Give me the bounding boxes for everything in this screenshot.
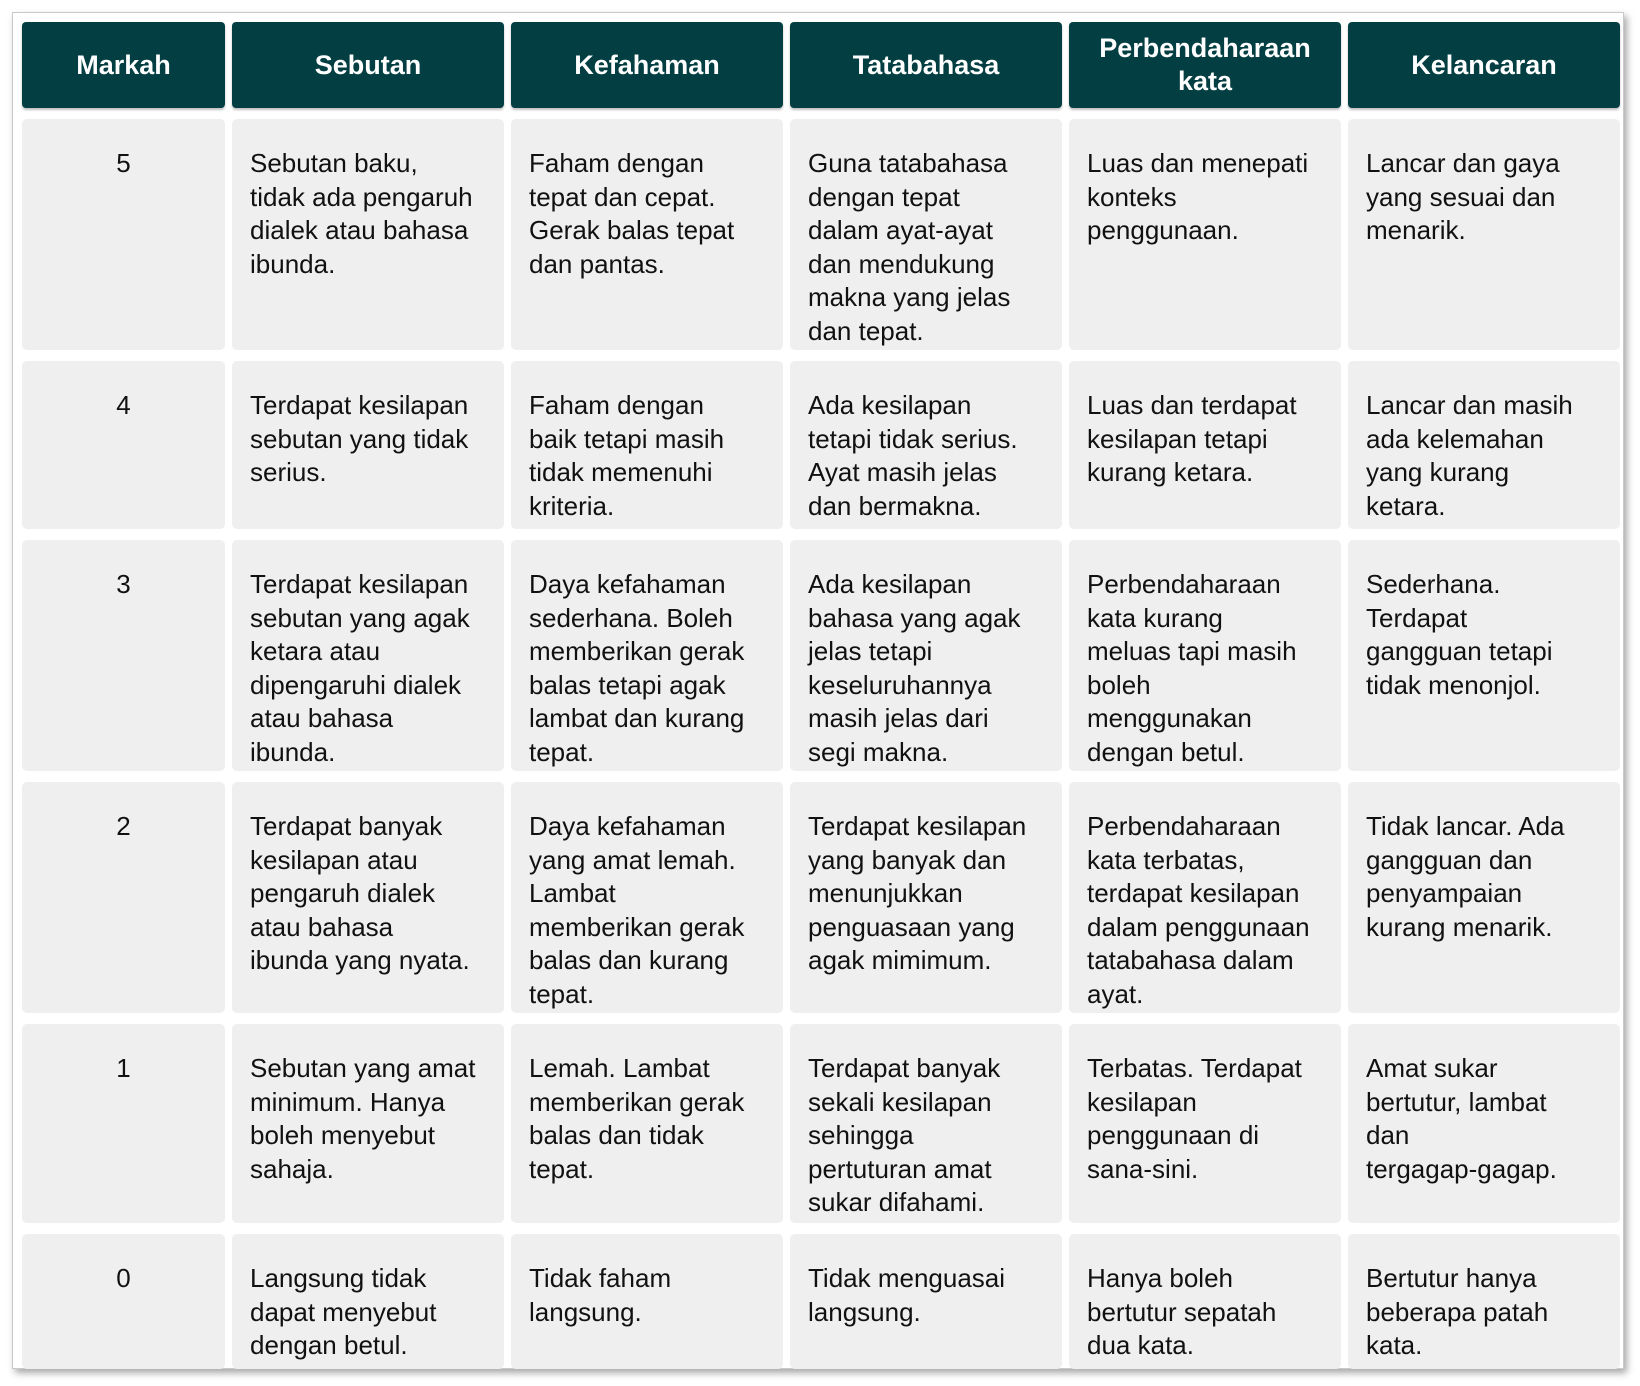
table-cell-perbendaharaan: Terbatas. Terdapat kesilapan penggunaan di sana-sini. bbox=[1069, 1024, 1341, 1223]
table-cell-perbendaharaan: Perbendaharaan kata kurang meluas tapi masih boleh menggunakan dengan betul. bbox=[1069, 540, 1341, 771]
table-cell-kelancaran: Lancar dan masih ada kelemahan yang kurang ketara. bbox=[1348, 361, 1620, 529]
table-cell-markah: 1 bbox=[22, 1024, 225, 1223]
table-cell-perbendaharaan: Luas dan menepati konteks penggunaan. bbox=[1069, 119, 1341, 350]
table-cell-sebutan: Sebutan baku, tidak ada pengaruh dialek atau bahasa ibunda. bbox=[232, 119, 504, 350]
header-sebutan: Sebutan bbox=[232, 22, 504, 108]
table-cell-kelancaran: Sederhana. Terdapat gangguan tetapi tidak menonjol. bbox=[1348, 540, 1620, 771]
table-cell-kefahaman: Faham dengan baik tetapi masih tidak memenuhi kriteria. bbox=[511, 361, 783, 529]
table-cell-markah: 0 bbox=[22, 1234, 225, 1369]
table-cell-kefahaman: Daya kefahaman sederhana. Boleh memberikan gerak balas tetapi agak lambat dan kurang tepat. bbox=[511, 540, 783, 771]
table-cell-markah: 2 bbox=[22, 782, 225, 1013]
table-cell-tatabahasa: Guna tatabahasa dengan tepat dalam ayat-ayat dan mendukung makna yang jelas dan tepat. bbox=[790, 119, 1062, 350]
header-markah: Markah bbox=[22, 22, 225, 108]
table-cell-tatabahasa: Terdapat banyak sekali kesilapan sehingga pertuturan amat sukar difahami. bbox=[790, 1024, 1062, 1223]
table-cell-kefahaman: Daya kefahaman yang amat lemah. Lambat memberikan gerak balas dan kurang tepat. bbox=[511, 782, 783, 1013]
table-cell-sebutan: Terdapat kesilapan sebutan yang tidak serius. bbox=[232, 361, 504, 529]
table-cell-tatabahasa: Ada kesilapan bahasa yang agak jelas tetapi keseluruhannya masih jelas dari segi makna. bbox=[790, 540, 1062, 771]
table-cell-markah: 5 bbox=[22, 119, 225, 350]
table-cell-kelancaran: Lancar dan gaya yang sesuai dan menarik. bbox=[1348, 119, 1620, 350]
table-cell-kelancaran: Bertutur hanya beberapa patah kata. bbox=[1348, 1234, 1620, 1369]
header-kelancaran: Kelancaran bbox=[1348, 22, 1620, 108]
table-cell-tatabahasa: Ada kesilapan tetapi tidak serius. Ayat masih jelas dan bermakna. bbox=[790, 361, 1062, 529]
table-cell-kefahaman: Faham dengan tepat dan cepat. Gerak balas tepat dan pantas. bbox=[511, 119, 783, 350]
table-cell-sebutan: Terdapat banyak kesilapan atau pengaruh dialek atau bahasa ibunda yang nyata. bbox=[232, 782, 504, 1013]
rubric-table bbox=[22, 22, 1620, 1369]
table-cell-sebutan: Sebutan yang amat minimum. Hanya boleh menyebut sahaja. bbox=[232, 1024, 504, 1223]
table-cell-tatabahasa: Tidak menguasai langsung. bbox=[790, 1234, 1062, 1369]
header-kefahaman: Kefahaman bbox=[511, 22, 783, 108]
table-cell-sebutan: Langsung tidak dapat menyebut dengan betul. bbox=[232, 1234, 504, 1369]
table-cell-markah: 4 bbox=[22, 361, 225, 529]
table-cell-sebutan: Terdapat kesilapan sebutan yang agak ketara atau dipengaruhi dialek atau bahasa ibunda. bbox=[232, 540, 504, 771]
table-cell-perbendaharaan: Perbendaharaan kata terbatas, terdapat kesilapan dalam penggunaan tatabahasa dalam ayat. bbox=[1069, 782, 1341, 1013]
rubric-table-frame bbox=[12, 12, 1624, 1369]
table-cell-perbendaharaan: Luas dan terdapat kesilapan tetapi kurang ketara. bbox=[1069, 361, 1341, 529]
header-tatabahasa: Tatabahasa bbox=[790, 22, 1062, 108]
table-cell-kefahaman: Lemah. Lambat memberikan gerak balas dan tidak tepat. bbox=[511, 1024, 783, 1223]
table-cell-kefahaman: Tidak faham langsung. bbox=[511, 1234, 783, 1369]
header-perbendaharaan-kata: Perbendaharaan kata bbox=[1069, 22, 1341, 108]
table-cell-kelancaran: Amat sukar bertutur, lambat dan tergagap-gagap. bbox=[1348, 1024, 1620, 1223]
table-cell-tatabahasa: Terdapat kesilapan yang banyak dan menunjukkan penguasaan yang agak mimimum. bbox=[790, 782, 1062, 1013]
table-cell-kelancaran: Tidak lancar. Ada gangguan dan penyampaian kurang menarik. bbox=[1348, 782, 1620, 1013]
table-cell-perbendaharaan: Hanya boleh bertutur sepatah dua kata. bbox=[1069, 1234, 1341, 1369]
table-cell-markah: 3 bbox=[22, 540, 225, 771]
